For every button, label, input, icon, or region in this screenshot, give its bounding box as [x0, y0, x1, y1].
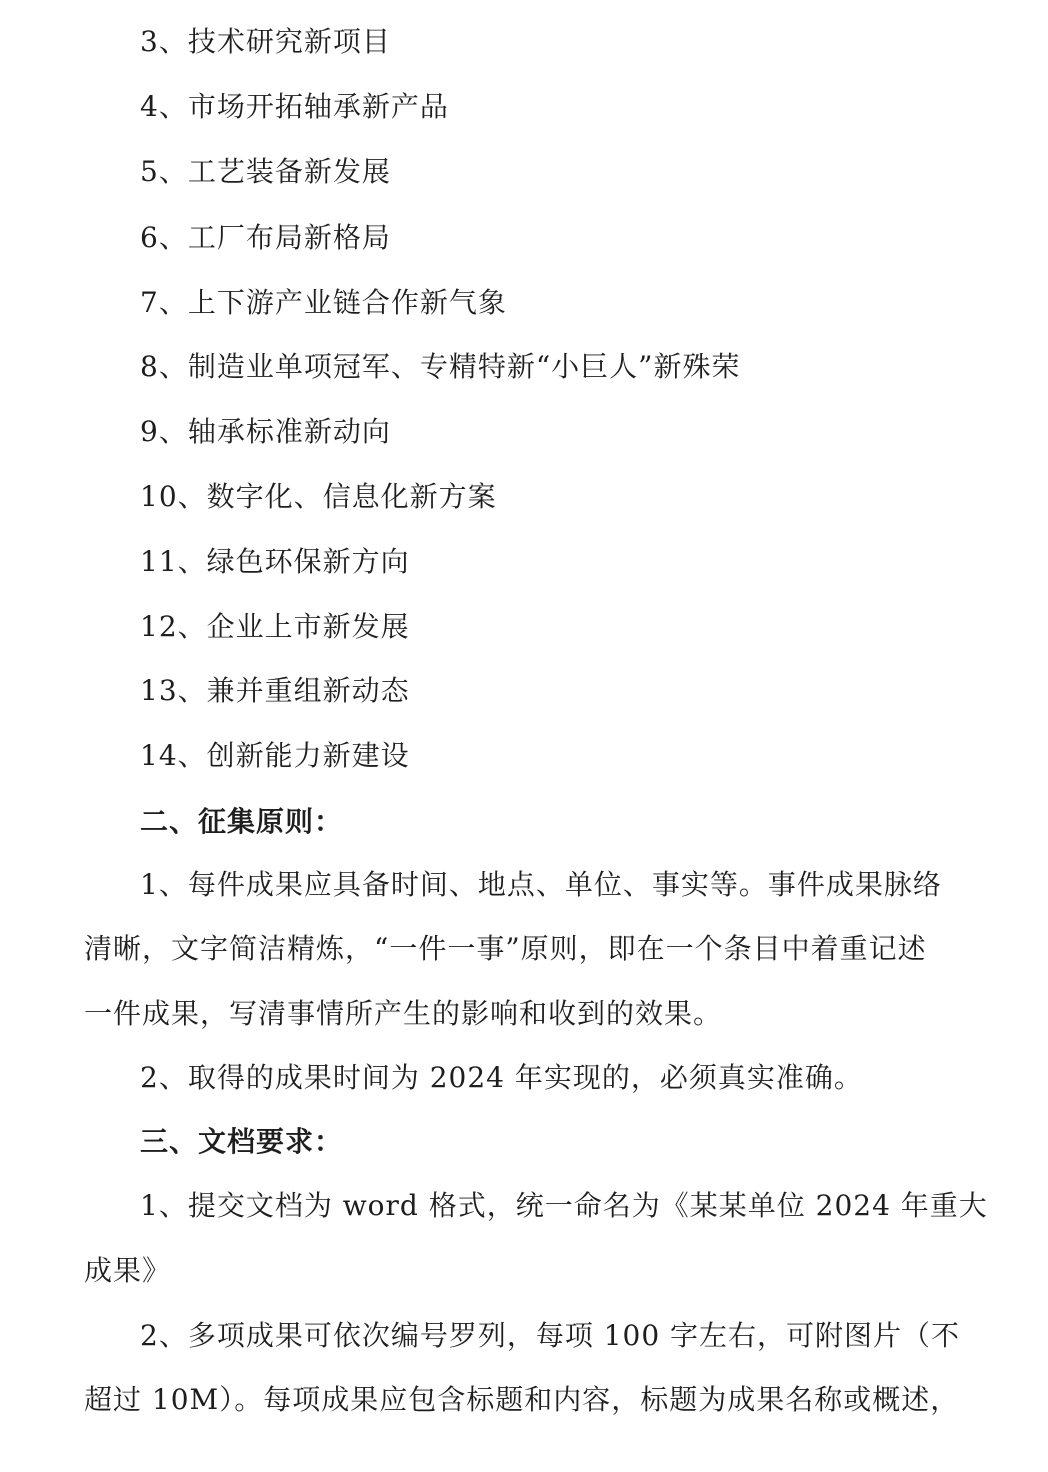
section-heading-principles: 二、征集原则： — [140, 805, 344, 838]
paragraph-line: 清晰，文字简洁精炼，“一件一事”原则，即在一个条目中着重记述 — [84, 932, 927, 965]
list-item: 11、绿色环保新方向 — [140, 545, 410, 578]
list-item: 13、兼并重组新动态 — [140, 674, 410, 707]
paragraph-line: 1、每件成果应具备时间、地点、单位、事实等。事件成果脉络 — [140, 868, 942, 901]
list-item: 6、工厂布局新格局 — [140, 221, 391, 254]
paragraph-line: 超过 10M）。每项成果应包含标题和内容，标题为成果名称或概述， — [84, 1383, 960, 1416]
list-item: 10、数字化、信息化新方案 — [140, 480, 497, 513]
list-item: 5、工艺装备新发展 — [140, 155, 391, 188]
list-item: 12、企业上市新发展 — [140, 610, 410, 643]
section-heading-document-requirements: 三、文档要求： — [140, 1125, 344, 1158]
paragraph-line: 2、多项成果可依次编号罗列，每项 100 字左右，可附图片（不 — [140, 1319, 961, 1352]
list-item: 4、市场开拓轴承新产品 — [140, 90, 449, 123]
list-item: 9、轴承标准新动向 — [140, 415, 391, 448]
list-item: 3、技术研究新项目 — [140, 25, 391, 58]
list-item: 7、上下游产业链合作新气象 — [140, 286, 507, 319]
paragraph-line: 2、取得的成果时间为 2024 年实现的，必须真实准确。 — [140, 1061, 863, 1094]
list-item: 8、制造业单项冠军、专精特新“小巨人”新殊荣 — [140, 350, 741, 383]
paragraph-line: 一件成果，写清事情所产生的影响和收到的效果。 — [84, 997, 723, 1030]
paragraph-line: 成果》 — [84, 1254, 172, 1287]
list-item: 14、创新能力新建设 — [140, 739, 410, 772]
paragraph-line: 1、提交文档为 word 格式，统一命名为《某某单位 2024 年重大 — [140, 1189, 988, 1222]
